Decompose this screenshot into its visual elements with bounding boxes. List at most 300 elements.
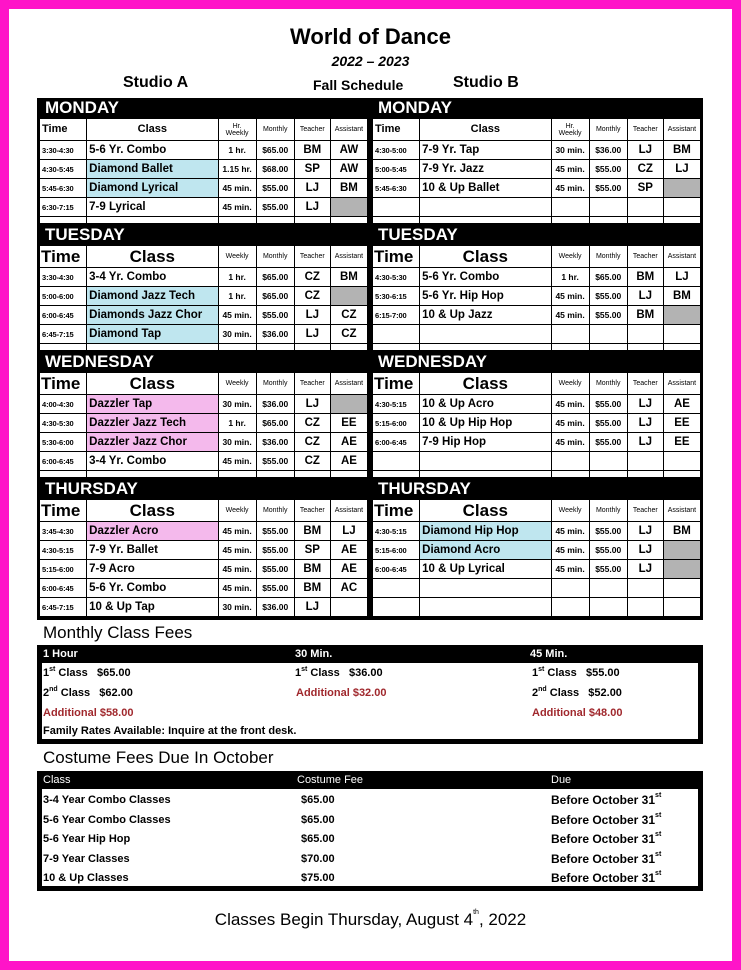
col-header-time: Time	[40, 373, 87, 395]
class-teacher: BM	[627, 268, 663, 287]
costume-due: Before October 31st	[551, 870, 662, 885]
col-header-assistant: Assistant	[663, 246, 700, 268]
class-monthly-fee: $55.00	[589, 395, 627, 414]
table-row	[373, 179, 701, 198]
spacer-cell	[256, 471, 294, 478]
costume-header-class: Class	[43, 774, 71, 786]
table-spacer-row	[373, 471, 701, 478]
class-time	[373, 598, 420, 617]
table-row	[40, 141, 368, 160]
class-name: 5-6 Yr. Combo	[87, 141, 218, 160]
col-header-teacher: Teacher	[627, 119, 663, 141]
costume-class: 3-4 Year Combo Classes	[43, 794, 171, 806]
table-row	[40, 287, 368, 306]
class-name: Diamond Ballet	[87, 160, 218, 179]
table-row	[40, 414, 368, 433]
col-header-weekly: Weekly	[551, 500, 589, 522]
class-time: 4:00-4:30	[40, 395, 87, 414]
costume-due: Before October 31st	[551, 792, 662, 807]
spacer-cell	[551, 471, 589, 478]
class-teacher: BM	[627, 306, 663, 325]
class-time: 5:15-6:00	[373, 414, 420, 433]
table-row	[373, 560, 701, 579]
class-name: 10 & Up Jazz	[420, 306, 551, 325]
class-name: 5-6 Yr. Combo	[420, 268, 551, 287]
class-duration: 45 min.	[551, 160, 589, 179]
spacer-cell	[256, 344, 294, 351]
col-header-assistant: Assistant	[663, 373, 700, 395]
class-duration: 45 min.	[551, 541, 589, 560]
class-name: 10 & Up Tap	[87, 598, 218, 617]
spacer-cell	[256, 217, 294, 224]
spacer-cell	[218, 217, 256, 224]
class-duration	[551, 579, 589, 598]
costume-class: 7-9 Year Classes	[43, 852, 130, 865]
class-name: Diamond Jazz Tech	[87, 287, 218, 306]
class-assistant: EE	[663, 433, 700, 452]
class-assistant: BM	[330, 179, 367, 198]
class-teacher: LJ	[627, 141, 663, 160]
class-monthly-fee: $65.00	[589, 268, 627, 287]
day-table	[372, 118, 701, 224]
class-assistant: BM	[663, 522, 700, 541]
class-name: 3-4 Yr. Combo	[87, 268, 218, 287]
spacer-cell	[40, 217, 87, 224]
class-time: 5:00-6:00	[40, 287, 87, 306]
class-teacher: SP	[294, 541, 330, 560]
class-monthly-fee: $55.00	[589, 414, 627, 433]
col-header-weekly: Weekly	[218, 373, 256, 395]
class-name: Dazzler Tap	[87, 395, 218, 414]
class-name: 10 & Up Ballet	[420, 179, 551, 198]
class-teacher: LJ	[294, 306, 330, 325]
day-header: TUESDAY	[378, 225, 458, 244]
class-time: 6:30-7:15	[40, 198, 87, 217]
class-teacher: CZ	[294, 268, 330, 287]
fees-header-45min: 45 Min.	[530, 648, 568, 660]
class-duration: 30 min.	[218, 395, 256, 414]
day-block-monday-studio-b	[372, 98, 701, 224]
class-assistant: EE	[330, 414, 367, 433]
class-assistant: CZ	[330, 306, 367, 325]
day-table	[39, 499, 368, 617]
monthly-fees-title: Monthly Class Fees	[43, 623, 193, 642]
class-time: 6:45-7:15	[40, 325, 87, 344]
col-header-teacher: Teacher	[627, 373, 663, 395]
class-name: 10 & Up Lyrical	[420, 560, 551, 579]
class-time	[373, 198, 420, 217]
class-time: 3:30-4:30	[40, 268, 87, 287]
class-monthly-fee: $55.00	[589, 433, 627, 452]
class-monthly-fee: $55.00	[256, 179, 294, 198]
fee-1hour-second: 2nd Class $62.00	[43, 686, 133, 699]
col-header-class: Class	[420, 119, 551, 141]
day-table	[372, 499, 701, 617]
costume-class: 10 & Up Classes	[43, 872, 129, 884]
table-row	[40, 395, 368, 414]
class-teacher	[627, 325, 663, 344]
class-name: Diamond Lyrical	[87, 179, 218, 198]
col-header-teacher: Teacher	[627, 500, 663, 522]
class-teacher: BM	[294, 579, 330, 598]
col-header-weekly: Weekly	[218, 246, 256, 268]
costume-fee: $65.00	[301, 833, 335, 845]
costume-fees-title: Costume Fees Due In October	[43, 748, 274, 767]
table-row	[40, 598, 368, 617]
table-spacer-row	[373, 344, 701, 351]
class-teacher: LJ	[294, 198, 330, 217]
class-duration: 30 min.	[218, 598, 256, 617]
table-spacer-row	[40, 471, 368, 478]
class-duration	[551, 452, 589, 471]
class-time: 4:30-5:30	[40, 414, 87, 433]
table-row	[40, 579, 368, 598]
class-teacher: LJ	[627, 560, 663, 579]
table-row	[40, 179, 368, 198]
class-name: 3-4 Yr. Combo	[87, 452, 218, 471]
spacer-cell	[373, 471, 420, 478]
spacer-cell	[420, 471, 551, 478]
col-header-class: Class	[420, 246, 551, 268]
fee-1hour-first: 1st Class $65.00	[43, 666, 131, 679]
class-time: 5:30-6:15	[373, 287, 420, 306]
class-teacher: BM	[294, 560, 330, 579]
fees-header-1hour: 1 Hour	[43, 648, 78, 660]
class-name: Diamonds Jazz Chor	[87, 306, 218, 325]
day-table	[39, 372, 368, 478]
class-time: 6:00-6:45	[40, 579, 87, 598]
col-header-class: Class	[87, 246, 218, 268]
col-header-class: Class	[87, 373, 218, 395]
spacer-cell	[589, 217, 627, 224]
class-assistant	[663, 598, 700, 617]
class-name: 7-9 Hip Hop	[420, 433, 551, 452]
class-monthly-fee: $55.00	[589, 287, 627, 306]
class-time: 6:00-6:45	[40, 306, 87, 325]
class-assistant: AE	[330, 541, 367, 560]
class-monthly-fee: $36.00	[256, 325, 294, 344]
class-assistant: EE	[663, 414, 700, 433]
class-time: 5:15-6:00	[40, 560, 87, 579]
class-monthly-fee: $55.00	[589, 179, 627, 198]
table-spacer-row	[40, 344, 368, 351]
day-table	[372, 372, 701, 478]
class-teacher: CZ	[627, 160, 663, 179]
col-header-time: Time	[373, 500, 420, 522]
class-duration	[551, 325, 589, 344]
class-teacher: LJ	[627, 414, 663, 433]
class-duration: 45 min.	[218, 179, 256, 198]
class-name	[420, 452, 551, 471]
costume-class: 5-6 Year Hip Hop	[43, 833, 131, 845]
fee-30min-first: 1st Class $36.00	[295, 666, 383, 679]
class-duration: 45 min.	[551, 287, 589, 306]
class-assistant: AC	[330, 579, 367, 598]
class-teacher: LJ	[294, 395, 330, 414]
spacer-cell	[87, 471, 218, 478]
class-name: Dazzler Jazz Chor	[87, 433, 218, 452]
spacer-cell	[627, 344, 663, 351]
table-row	[40, 522, 368, 541]
class-assistant	[663, 306, 700, 325]
class-monthly-fee: $55.00	[256, 560, 294, 579]
class-monthly-fee: $65.00	[256, 414, 294, 433]
class-time: 6:00-6:45	[40, 452, 87, 471]
class-assistant: AE	[330, 452, 367, 471]
class-duration: 45 min.	[551, 179, 589, 198]
class-time: 4:30-5:30	[373, 268, 420, 287]
spacer-cell	[627, 471, 663, 478]
table-row	[373, 541, 701, 560]
table-row	[40, 268, 368, 287]
col-header-class: Class	[87, 500, 218, 522]
day-header: TUESDAY	[45, 225, 125, 244]
class-teacher: LJ	[294, 179, 330, 198]
day-header: MONDAY	[378, 98, 452, 117]
table-spacer-row	[373, 217, 701, 224]
class-name	[420, 198, 551, 217]
col-header-assistant: Assistant	[330, 500, 367, 522]
spacer-cell	[218, 471, 256, 478]
col-header-teacher: Teacher	[294, 119, 330, 141]
day-header: THURSDAY	[378, 479, 471, 498]
class-duration: 45 min.	[551, 306, 589, 325]
table-row	[40, 160, 368, 179]
col-header-weekly: Weekly	[551, 373, 589, 395]
class-duration: 45 min.	[551, 522, 589, 541]
class-duration: 45 min.	[218, 198, 256, 217]
day-header: MONDAY	[45, 98, 119, 117]
costume-fee: $65.00	[301, 794, 335, 806]
spacer-cell	[87, 344, 218, 351]
class-duration: 45 min.	[551, 433, 589, 452]
class-monthly-fee	[589, 198, 627, 217]
class-time	[373, 325, 420, 344]
fee-45min-second: 2nd Class $52.00	[532, 686, 622, 699]
class-monthly-fee: $55.00	[256, 541, 294, 560]
table-row	[40, 560, 368, 579]
class-teacher: LJ	[294, 598, 330, 617]
col-header-weekly: Weekly	[218, 500, 256, 522]
class-monthly-fee: $36.00	[256, 395, 294, 414]
class-name: Diamond Tap	[87, 325, 218, 344]
class-monthly-fee: $55.00	[589, 160, 627, 179]
class-teacher	[627, 579, 663, 598]
class-teacher: LJ	[627, 433, 663, 452]
col-header-weekly: Weekly	[551, 246, 589, 268]
class-teacher: CZ	[294, 433, 330, 452]
col-header-monthly: Monthly	[589, 500, 627, 522]
class-duration: 45 min.	[218, 522, 256, 541]
class-monthly-fee	[589, 325, 627, 344]
day-block-thursday-studio-b	[372, 479, 701, 617]
col-header-class: Class	[87, 119, 218, 141]
col-header-monthly: Monthly	[256, 500, 294, 522]
class-assistant: LJ	[663, 160, 700, 179]
class-monthly-fee: $55.00	[589, 522, 627, 541]
day-table	[39, 118, 368, 224]
col-header-assistant: Assistant	[330, 373, 367, 395]
class-teacher: SP	[627, 179, 663, 198]
day-table	[39, 245, 368, 351]
col-header-monthly: Monthly	[589, 119, 627, 141]
class-assistant	[330, 198, 367, 217]
spacer-cell	[373, 344, 420, 351]
class-teacher: CZ	[294, 414, 330, 433]
table-row	[373, 287, 701, 306]
school-year: 2022 – 2023	[331, 53, 410, 69]
class-teacher: LJ	[294, 325, 330, 344]
spacer-cell	[589, 344, 627, 351]
fee-45min-additional: Additional $48.00	[532, 707, 623, 719]
class-duration: 1.15 hr.	[218, 160, 256, 179]
class-monthly-fee: $36.00	[256, 433, 294, 452]
class-time	[373, 452, 420, 471]
class-assistant: LJ	[330, 522, 367, 541]
col-header-monthly: Monthly	[589, 373, 627, 395]
class-time: 5:00-5:45	[373, 160, 420, 179]
col-header-monthly: Monthly	[256, 373, 294, 395]
table-row	[40, 452, 368, 471]
class-duration: 45 min.	[551, 560, 589, 579]
class-assistant	[663, 198, 700, 217]
day-block-monday-studio-a	[39, 98, 368, 224]
classes-begin-note: Classes Begin Thursday, August 4th, 2022	[214, 909, 527, 929]
studio-a-label: Studio A	[123, 74, 189, 91]
table-row	[373, 325, 701, 344]
class-teacher	[627, 198, 663, 217]
fees-header-row	[37, 645, 703, 663]
spacer-cell	[40, 471, 87, 478]
table-row	[373, 598, 701, 617]
class-time: 6:00-6:45	[373, 560, 420, 579]
fee-30min-additional: Additional $32.00	[296, 687, 387, 699]
class-teacher	[627, 452, 663, 471]
class-duration: 45 min.	[218, 541, 256, 560]
class-monthly-fee: $55.00	[256, 198, 294, 217]
class-time: 5:15-6:00	[373, 541, 420, 560]
day-header: WEDNESDAY	[378, 352, 487, 371]
spacer-cell	[294, 217, 330, 224]
class-monthly-fee: $55.00	[589, 560, 627, 579]
class-monthly-fee: $55.00	[256, 452, 294, 471]
table-row	[40, 433, 368, 452]
class-time: 6:15-7:00	[373, 306, 420, 325]
spacer-cell	[420, 344, 551, 351]
class-time: 4:30-5:15	[373, 522, 420, 541]
class-duration: 45 min.	[551, 414, 589, 433]
col-header-class: Class	[420, 373, 551, 395]
col-header-assistant: Assistant	[330, 246, 367, 268]
class-name: Dazzler Acro	[87, 522, 218, 541]
class-assistant	[330, 598, 367, 617]
col-header-weekly: Hr. Weekly	[218, 119, 256, 141]
spacer-cell	[551, 344, 589, 351]
class-monthly-fee: $36.00	[256, 598, 294, 617]
col-header-monthly: Monthly	[256, 246, 294, 268]
col-header-assistant: Assistant	[663, 119, 700, 141]
class-teacher: BM	[294, 141, 330, 160]
class-time: 4:30-5:15	[40, 541, 87, 560]
table-row	[373, 141, 701, 160]
class-assistant: AE	[330, 560, 367, 579]
spacer-cell	[589, 471, 627, 478]
fees-header-30min: 30 Min.	[295, 648, 333, 660]
class-teacher: CZ	[294, 287, 330, 306]
col-header-teacher: Teacher	[294, 246, 330, 268]
class-time: 6:00-6:45	[373, 433, 420, 452]
fee-45min-first: 1st Class $55.00	[532, 666, 620, 679]
day-block-tuesday-studio-a	[39, 225, 368, 351]
table-row	[373, 414, 701, 433]
class-duration: 45 min.	[218, 560, 256, 579]
class-time: 4:30-5:00	[373, 141, 420, 160]
class-duration: 30 min.	[218, 325, 256, 344]
col-header-monthly: Monthly	[256, 119, 294, 141]
table-row	[373, 160, 701, 179]
col-header-time: Time	[373, 246, 420, 268]
spacer-cell	[420, 217, 551, 224]
costume-due: Before October 31st	[551, 850, 662, 866]
class-teacher: LJ	[627, 287, 663, 306]
table-row	[40, 198, 368, 217]
col-header-class: Class	[420, 500, 551, 522]
class-teacher: BM	[294, 522, 330, 541]
class-assistant	[663, 452, 700, 471]
col-header-time: Time	[373, 119, 420, 141]
class-assistant: BM	[663, 141, 700, 160]
costume-header-row	[37, 771, 703, 789]
class-monthly-fee: $55.00	[256, 579, 294, 598]
class-name	[420, 325, 551, 344]
class-teacher: LJ	[627, 395, 663, 414]
class-time: 5:45-6:30	[40, 179, 87, 198]
class-monthly-fee: $55.00	[589, 541, 627, 560]
class-name: 10 & Up Hip Hop	[420, 414, 551, 433]
col-header-assistant: Assistant	[663, 500, 700, 522]
class-duration: 45 min.	[551, 395, 589, 414]
class-duration: 30 min.	[551, 141, 589, 160]
schedule-grid	[37, 98, 703, 620]
col-header-time: Time	[40, 500, 87, 522]
fees-body	[42, 663, 698, 739]
table-row	[373, 198, 701, 217]
class-monthly-fee: $55.00	[589, 306, 627, 325]
table-row	[373, 433, 701, 452]
col-header-time: Time	[373, 373, 420, 395]
class-time: 6:45-7:15	[40, 598, 87, 617]
costume-fee: $75.00	[301, 872, 335, 884]
class-name: 5-6 Yr. Combo	[87, 579, 218, 598]
day-block-wednesday-studio-b	[372, 352, 701, 478]
spacer-cell	[330, 471, 367, 478]
class-monthly-fee: $36.00	[589, 141, 627, 160]
costume-header-fee: Costume Fee	[297, 774, 364, 786]
class-name: Diamond Hip Hop	[420, 522, 551, 541]
class-duration: 1 hr.	[218, 268, 256, 287]
spacer-cell	[294, 344, 330, 351]
table-spacer-row	[40, 217, 368, 224]
spacer-cell	[373, 217, 420, 224]
class-duration: 1 hr.	[551, 268, 589, 287]
class-duration: 45 min.	[218, 452, 256, 471]
class-assistant	[663, 560, 700, 579]
spacer-cell	[551, 217, 589, 224]
fee-1hour-additional: Additional $58.00	[43, 707, 134, 719]
class-assistant: AE	[330, 433, 367, 452]
class-name: 7-9 Yr. Ballet	[87, 541, 218, 560]
class-duration: 30 min.	[218, 433, 256, 452]
